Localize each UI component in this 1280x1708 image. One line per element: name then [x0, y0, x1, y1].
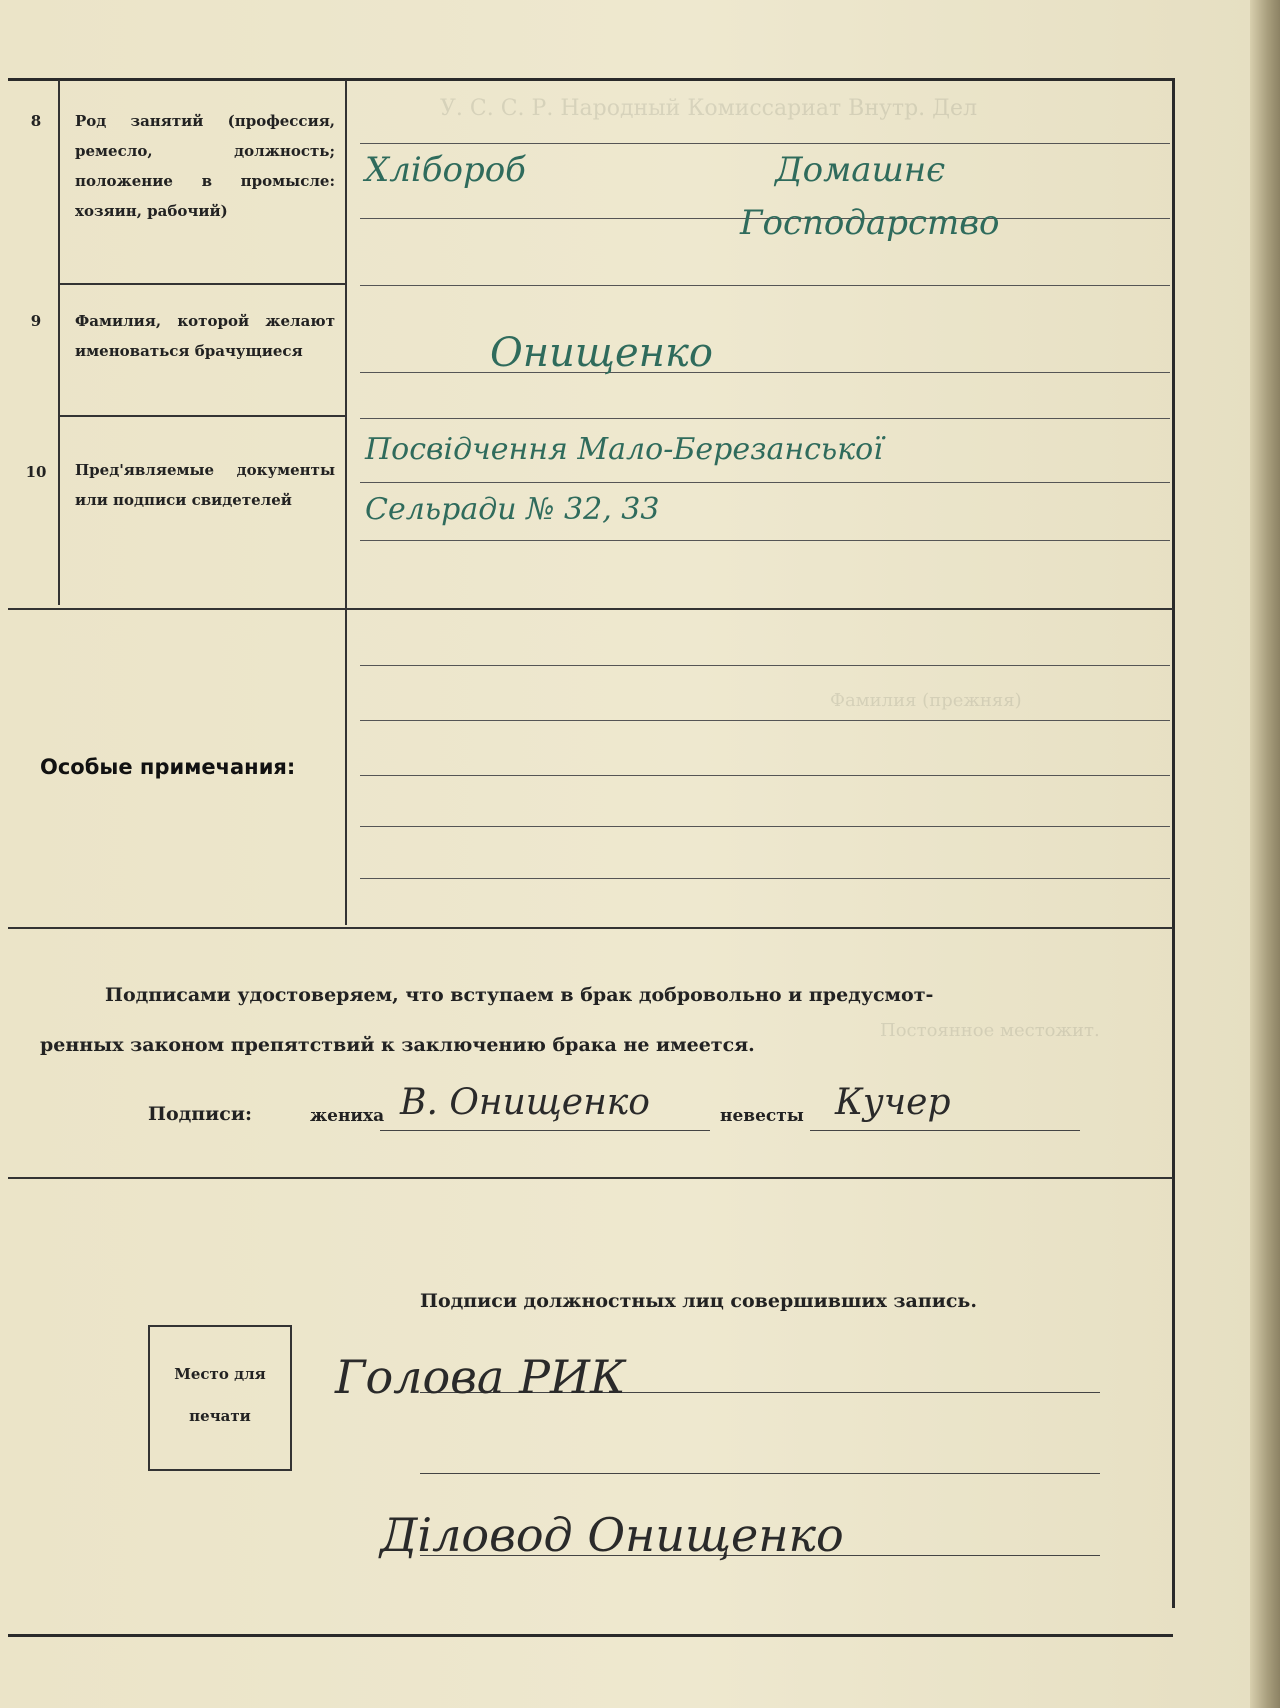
groom-signature-line — [380, 1130, 710, 1131]
occupation-handwriting-bride-2: Господарство — [740, 203, 1000, 243]
section-divider — [8, 1177, 1173, 1179]
officials-signatures-label: Подписи должностных лиц совершивших запись. — [420, 1290, 977, 1312]
seal-place-text-1: Место для — [174, 1365, 266, 1383]
row-number: 10 — [25, 463, 47, 481]
writing-line — [360, 482, 1170, 483]
row-number: 9 — [30, 312, 42, 330]
declaration-line2: ренных законом препятствий к заключению брака не имеется. — [40, 1034, 755, 1056]
frame-bottom-border — [8, 1634, 1173, 1637]
writing-line — [360, 826, 1170, 827]
writing-line — [360, 665, 1170, 666]
documents-handwriting-line2: Сельради № 32, 33 — [365, 492, 660, 527]
row-divider — [60, 283, 345, 285]
label-column-divider — [345, 80, 347, 925]
documents-handwriting-line1: Посвідчення Мало-Березанської — [365, 432, 883, 467]
bride-signature: Кучер — [835, 1082, 951, 1123]
writing-line — [360, 372, 1170, 373]
writing-line — [360, 720, 1170, 721]
book-spine — [1250, 0, 1280, 1708]
section-divider — [8, 608, 1173, 610]
seal-place-text-2: печати — [189, 1407, 251, 1425]
row-label-occupation: Род занятий (профессия, ремесло, должность; положение в промысле: хозяин, рабочий) — [75, 112, 335, 220]
seal-place-box — [148, 1325, 292, 1471]
row-divider — [60, 415, 345, 417]
writing-line — [360, 143, 1170, 144]
groom-signature: В. Онищенко — [400, 1082, 650, 1123]
writing-line — [360, 775, 1170, 776]
official-signature-head: Голова РИК — [335, 1350, 626, 1404]
occupation-handwriting-groom: Хлібороб — [365, 150, 526, 190]
section-divider — [8, 927, 1173, 929]
row-number: 8 — [30, 112, 42, 130]
writing-line — [360, 285, 1170, 286]
bride-label: невесты — [720, 1106, 804, 1126]
bride-signature-line — [810, 1130, 1080, 1131]
surname-handwriting: Онищенко — [490, 330, 713, 376]
special-notes-label: Особые примечания: — [40, 755, 296, 779]
occupation-handwriting-bride: Домашнє — [775, 150, 946, 190]
official-signature-clerk: Діловод Онищенко — [380, 1508, 844, 1562]
groom-label: жениха — [310, 1106, 385, 1126]
number-column-divider — [58, 80, 60, 605]
frame-top-border — [8, 78, 1173, 81]
writing-line — [360, 878, 1170, 879]
official-signature-line — [420, 1473, 1100, 1474]
signatures-label: Подписи: — [148, 1103, 252, 1125]
writing-line — [360, 540, 1170, 541]
writing-line — [360, 418, 1170, 419]
frame-right-border — [1172, 78, 1175, 1608]
row-label-surname: Фамилия, которой желают именоваться брачущиеся — [75, 312, 335, 360]
declaration-line1: Подписами удостоверяем, что вступаем в брак добровольно и предусмот- — [105, 984, 934, 1006]
signatures-row — [148, 1103, 252, 1125]
row-label-documents: Пред'являемые документы или подписи свидетелей — [75, 461, 335, 509]
